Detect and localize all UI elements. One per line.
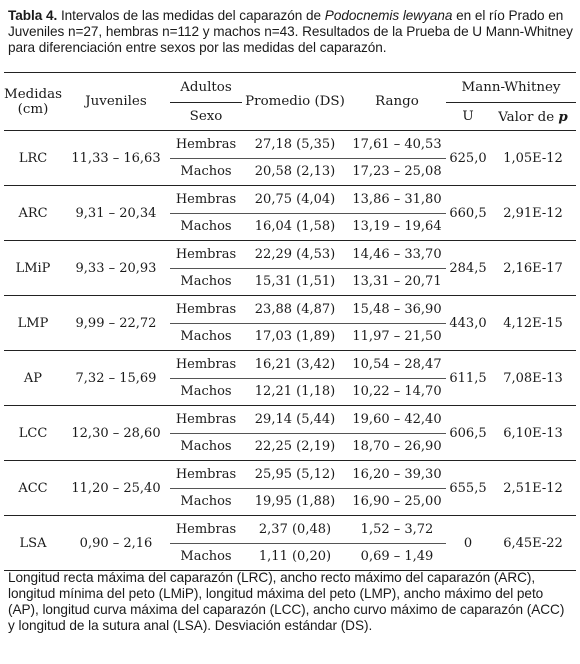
cell-rango-hembras: 1,52 – 3,72 (348, 516, 446, 544)
cell-juveniles: 9,99 – 22,72 (75, 315, 157, 331)
table-row (4, 406, 576, 434)
table-body (4, 131, 576, 571)
cell-medida: LSA (19, 535, 47, 551)
cell-sexo-hembras: Hembras (170, 296, 242, 324)
cell-u: 625,0 (449, 150, 487, 166)
cell-medida: LCC (18, 425, 48, 441)
cell-medida: LRC (18, 150, 48, 166)
cell-rango-hembras: 16,20 – 39,30 (348, 461, 446, 489)
header-medidas-line1: Medidas (cm) (4, 86, 62, 117)
cell-juveniles: 11,33 – 16,63 (71, 150, 161, 166)
header-promedio: Promedio (DS) (245, 94, 345, 109)
cell-p-value: 6,45E-22 (503, 535, 563, 551)
cell-rango-hembras: 17,61 – 40,53 (348, 131, 446, 159)
cell-promedio-hembras: 22,29 (4,53) (242, 241, 348, 269)
cell-sexo-machos: Machos (180, 384, 232, 400)
cell-rango-machos: 18,70 – 26,90 (352, 439, 442, 455)
cell-u: 655,5 (449, 480, 487, 496)
header-medidas (4, 73, 62, 131)
cell-sexo-hembras: Hembras (170, 516, 242, 544)
cell-sexo-hembras: Hembras (170, 461, 242, 489)
cell-medida: LMiP (15, 260, 51, 276)
cell-u: 0 (463, 535, 473, 551)
cell-juveniles: 7,32 – 15,69 (75, 370, 157, 386)
table-footnote: Longitud recta máxima del caparazón (LRC), ancho recto máximo del caparazón (ARC), longitud mínima del peto (LMiP), longitud máxima del peto (LMP), ancho máximo del peto (AP), longitud curva máxima del caparazón (LCC), ancho curvo máximo de caparazón (ACC) y longitud de la sutura anal (LSA). Desviación estándar (DS). (8, 570, 565, 633)
cell-sexo-hembras: Hembras (170, 186, 242, 214)
cell-promedio-hembras: 29,14 (5,44) (242, 406, 348, 434)
cell-sexo-machos: Machos (180, 164, 232, 180)
cell-juveniles: 0,90 – 2,16 (79, 535, 153, 551)
cell-sexo-machos: Machos (180, 549, 232, 565)
cell-p-value: 1,05E-12 (503, 150, 563, 166)
cell-promedio-machos: 16,04 (1,58) (254, 219, 336, 235)
cell-p-value: 6,10E-13 (503, 425, 563, 441)
cell-p-value: 2,51E-12 (503, 480, 563, 496)
cell-sexo-machos: Machos (180, 329, 232, 345)
cell-sexo-machos: Machos (180, 439, 232, 455)
header-sexo: Sexo (189, 109, 223, 124)
cell-promedio-machos: 19,95 (1,88) (254, 494, 336, 510)
cell-p-value: 4,12E-15 (503, 315, 563, 331)
cell-medida: ARC (18, 205, 48, 221)
table-row (4, 241, 576, 269)
cell-juveniles: 11,20 – 25,40 (71, 480, 161, 496)
header-valor-prefix: Valor de (498, 109, 559, 125)
cell-juveniles: 9,31 – 20,34 (75, 205, 157, 221)
measurements-table (4, 72, 576, 571)
cell-promedio-machos: 17,03 (1,89) (254, 329, 336, 345)
header-rango: Rango (375, 94, 419, 109)
table-row (4, 516, 576, 544)
cell-rango-hembras: 14,46 – 33,70 (348, 241, 446, 269)
cell-sexo-hembras: Hembras (170, 406, 242, 434)
cell-promedio-hembras: 27,18 (5,35) (242, 131, 348, 159)
table-row (4, 131, 576, 159)
cell-medida: ACC (18, 480, 48, 496)
caption-text-end: en el río Prado en Juveniles n=27, hembras n=112 y machos n=43. Resultados de la Prueba de U Mann-Whitney para diferenciación entre sexos por las medidas del caparazón. (8, 8, 573, 55)
cell-sexo-machos: Machos (180, 494, 232, 510)
table-header (4, 73, 576, 131)
cell-p-value: 2,91E-12 (503, 205, 563, 221)
cell-rango-hembras: 13,86 – 31,80 (348, 186, 446, 214)
table-row (4, 186, 576, 214)
cell-sexo-hembras: Hembras (170, 131, 242, 159)
table-row (4, 461, 576, 489)
header-valor-p (490, 103, 576, 131)
cell-p-value: 7,08E-13 (503, 370, 563, 386)
cell-promedio-machos: 12,21 (1,18) (254, 384, 336, 400)
cell-u: 611,5 (449, 370, 487, 386)
cell-juveniles: 12,30 – 28,60 (71, 425, 161, 441)
header-valor-p-symbol: p (558, 108, 568, 125)
caption-text-start: Intervalos de las medidas del caparazón de (57, 8, 325, 23)
cell-sexo-hembras: Hembras (170, 351, 242, 379)
cell-rango-machos: 10,22 – 14,70 (352, 384, 442, 400)
table-caption (8, 8, 574, 56)
cell-rango-machos: 11,97 – 21,50 (352, 329, 442, 345)
cell-promedio-machos: 1,11 (0,20) (258, 549, 332, 565)
cell-rango-machos: 0,69 – 1,49 (360, 549, 434, 565)
caption-species-name: Podocnemis lewyana (324, 8, 453, 23)
table-row (4, 296, 576, 324)
cell-promedio-hembras: 25,95 (5,12) (242, 461, 348, 489)
cell-u: 606,5 (449, 425, 487, 441)
cell-rango-hembras: 10,54 – 28,47 (348, 351, 446, 379)
cell-rango-machos: 13,31 – 20,71 (352, 274, 442, 290)
cell-promedio-hembras: 16,21 (3,42) (242, 351, 348, 379)
cell-promedio-hembras: 23,88 (4,87) (242, 296, 348, 324)
header-u: U (462, 109, 474, 124)
cell-promedio-machos: 20,58 (2,13) (254, 164, 336, 180)
header-juveniles: Juveniles (85, 94, 147, 109)
cell-promedio-machos: 15,31 (1,51) (254, 274, 336, 290)
cell-p-value: 2,16E-17 (503, 260, 563, 276)
cell-medida: AP (23, 370, 43, 386)
cell-sexo-hembras: Hembras (170, 241, 242, 269)
cell-promedio-hembras: 2,37 (0,48) (242, 516, 348, 544)
cell-rango-hembras: 19,60 – 42,40 (348, 406, 446, 434)
cell-promedio-machos: 22,25 (2,19) (254, 439, 336, 455)
table-row (4, 351, 576, 379)
cell-medida: LMP (17, 315, 49, 331)
cell-u: 284,5 (449, 260, 487, 276)
cell-sexo-machos: Machos (180, 219, 232, 235)
header-adultos: Adultos (170, 73, 242, 103)
cell-rango-machos: 16,90 – 25,00 (352, 494, 442, 510)
caption-label: Tabla 4. (8, 8, 58, 23)
cell-u: 443,0 (449, 315, 487, 331)
header-mann-whitney: Mann-Whitney (446, 73, 576, 103)
cell-rango-machos: 13,19 – 19,64 (352, 219, 442, 235)
cell-promedio-hembras: 20,75 (4,04) (242, 186, 348, 214)
cell-rango-machos: 17,23 – 25,08 (352, 164, 442, 180)
cell-rango-hembras: 15,48 – 36,90 (348, 296, 446, 324)
cell-juveniles: 9,33 – 20,93 (75, 260, 157, 276)
cell-u: 660,5 (449, 205, 487, 221)
cell-sexo-machos: Machos (180, 274, 232, 290)
